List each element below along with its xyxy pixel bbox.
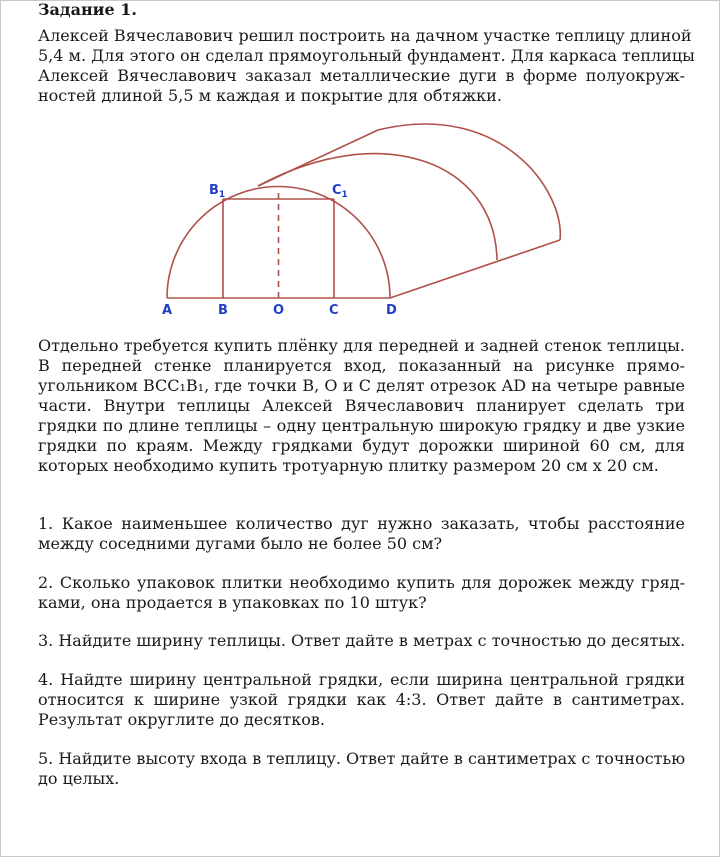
label-C1-letter: C <box>332 183 342 198</box>
question-line: 3. Найдите ширину теплицы. Ответ дайте в метрах с точностью до десятых. <box>38 631 686 650</box>
task-body <box>38 336 685 476</box>
question-line: 4. Найдте ширину центральной грядки, если ширина центральной грядки <box>38 670 685 689</box>
greenhouse-figure <box>150 120 570 320</box>
question-line: 2. Сколько упаковок плитки необходимо купить для дорожек между гряд- <box>38 573 685 592</box>
question-3 <box>38 631 685 651</box>
question-line: относится к ширине узкой грядки как 4:3. Ответ дайте в сантиметрах. <box>38 690 685 709</box>
question-1 <box>38 514 685 554</box>
label-B1-subscript: 1 <box>218 190 226 200</box>
question-line: 5. Найдите высоту входа в теплицу. Ответ дайте в сантиметрах с точностью <box>38 749 686 768</box>
middle-arc <box>258 154 497 260</box>
intro-line: Алексей Вячеславович решил построить на дачном участке теплицу длиной <box>38 26 692 45</box>
side-base-line <box>390 240 560 298</box>
question-line: ками, она продается в упаковках по 10 штук? <box>38 593 427 612</box>
body-line: грядки по длине теплицы – одну центральную широкую грядку и две узкие <box>38 416 685 435</box>
label-C: C <box>329 303 339 318</box>
task-intro <box>38 26 695 106</box>
question-5 <box>38 749 685 789</box>
intro-line: ностей длиной 5,5 м каждая и покрытие для обтяжки. <box>38 86 502 105</box>
label-B1 <box>209 183 225 200</box>
back-arc <box>378 124 560 240</box>
task-title: Задание 1. <box>38 0 137 19</box>
label-B: B <box>218 303 228 318</box>
question-2 <box>38 573 685 613</box>
body-line: которых необходимо купить тротуарную плитку размером 20 см х 20 см. <box>38 456 659 475</box>
body-line: В передней стенке планируется вход, показанный на рисунке прямо- <box>38 356 685 375</box>
question-line: до целых. <box>38 769 120 788</box>
intro-line: 5,4 м. Для этого он сделал прямоугольный фундамент. Для каркаса теплицы <box>38 46 695 65</box>
intro-line: Алексей Вячеславович заказал металлические дуги в форме полуокруж- <box>38 66 685 85</box>
label-C1 <box>332 183 348 200</box>
label-B1-letter: B <box>209 183 219 198</box>
label-C1-subscript: 1 <box>341 190 348 200</box>
label-A: A <box>162 303 173 318</box>
body-line: Отдельно требуется купить плёнку для передней и задней стенок теплицы. <box>38 336 685 355</box>
question-line: 1. Какое наименьшее количество дуг нужно заказать, чтобы расстояние <box>38 514 685 533</box>
body-line: грядки по краям. Между грядками будут дорожки шириной 60 см, для <box>38 436 685 455</box>
question-4 <box>38 670 685 730</box>
label-O: O <box>273 303 285 318</box>
body-line: угольником BCC₁B₁, где точки B, O и C делят отрезок AD на четыре равные <box>38 376 685 395</box>
body-line: части. Внутри теплицы Алексей Вячеславович планирует сделать три <box>38 396 685 415</box>
question-line: Результат округлите до десятков. <box>38 710 326 729</box>
label-D: D <box>386 303 397 318</box>
question-line: между соседними дугами было не более 50 см? <box>38 534 443 553</box>
